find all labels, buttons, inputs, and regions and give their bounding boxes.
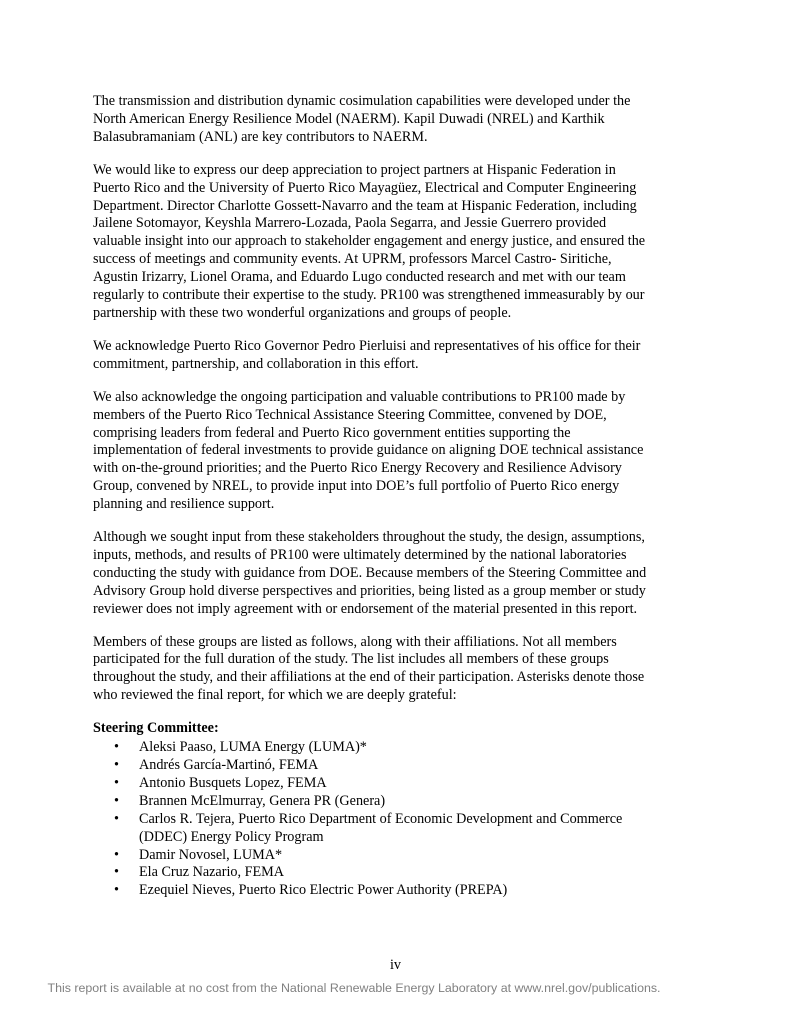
paragraph-member-list-intro: Members of these groups are listed as follows, along with their affiliations. Not all members participated for the full duration of the study. The list includes all members of these groups throughout the study, and their affiliations at the end of their participation. Asterisks denote those who reviewed the final report, for which we are deeply grateful: [93,633,645,704]
bullet-icon: • [114,864,119,881]
list-item [93,864,705,882]
page-number: iv [389,957,402,973]
list-item [93,882,705,900]
member-name: Damir Novosel, LUMA* [139,846,283,863]
paragraph-governor: We acknowledge Puerto Rico Governor Pedro Pierluisi and representatives of his office for their commitment, partnership, and collaboration in this effort. [93,337,641,372]
bullet-icon: • [114,757,119,773]
steering-committee-heading: Steering Committee: [93,720,219,737]
member-name: Ela Cruz Nazario, FEMA [139,864,284,881]
member-name: Brannen McElmurray, Genera PR (Genera) [139,792,386,809]
list-item [93,739,705,757]
bullet-icon: • [114,846,119,863]
bullet-icon: • [114,810,119,827]
bullet-icon: • [114,739,119,756]
list-item [93,793,705,811]
member-name: Antonio Busquets Lopez, FEMA [139,774,327,791]
bullet-icon: • [114,774,119,791]
member-name: Andrés García-Martinó, FEMA [139,757,319,773]
paragraph-partners: We would like to express our deep appreciation to project partners at Hispanic Federation in Puerto Rico and the University of Puerto Rico Mayagüez, Electrical and Computer Engineering Department. Director Charlotte Gossett-Navarro and the team at Hispanic Federation, including Jailene Sotomayor, Keyshla Marrero-Lozada, Paola Segarra, and Jessie Guerrero provided valuable insight into our approach to stakeholder engagement and energy justice, and ensured the success of meetings and community events. At UPRM, professors Marcel Castro- Siritiche, Agustin Irizarry, Lionel Orama, and Eduardo Lugo conducted research and met with our team regularly to contribute their expertise to the study. PR100 was strengthened immeasurably by our partnership with these two wonderful organizations and groups of people. [93,161,646,321]
member-name: Aleksi Paaso, LUMA Energy (LUMA)* [139,739,367,756]
paragraph-stakeholder-input: Although we sought input from these stakeholders throughout the study, the design, assumptions, inputs, methods, and results of PR100 were ultimately determined by the national laboratories conducting the study with guidance from DOE. Because members of the Steering Committee and Advisory Group hold diverse perspectives and priorities, being listed as a group member or study reviewer does not imply agreement with or endorsement of the material presented in this report. [93,529,647,617]
availability-footer: This report is available at no cost from the National Renewable Energy Laboratory at www.nrel.gov/publications. [47,981,661,995]
member-name: Carlos R. Tejera, Puerto Rico Department of Economic Development and Commerce (DDEC) Energy Policy Program [139,810,623,845]
steering-committee-list [93,739,705,900]
list-item [93,811,705,847]
bullet-icon: • [114,882,119,899]
list-item [93,775,705,793]
member-name: Ezequiel Nieves, Puerto Rico Electric Power Authority (PREPA) [139,882,508,899]
bullet-icon: • [114,792,119,809]
document-page [93,93,705,900]
list-item [93,847,705,865]
paragraph-naerm: The transmission and distribution dynamic cosimulation capabilities were developed under the North American Energy Resilience Model (NAERM). Kapil Duwadi (NREL) and Karthik Balasubramaniam (ANL) are key contributors to NAERM. [93,93,631,145]
paragraph-steering-committee: We also acknowledge the ongoing participation and valuable contributions to PR100 made by members of the Puerto Rico Technical Assistance Steering Committee, convened by DOE, comprising leaders from federal and Puerto Rico government entities supporting the implementation of federal investments to provide guidance on aligning DOE technical assistance with on-the-ground priorities; and the Puerto Rico Energy Recovery and Resilience Advisory Group, convened by NREL, to provide input into DOE’s full portfolio of Puerto Rico energy planning and resilience support. [93,388,644,513]
list-item [93,757,705,775]
